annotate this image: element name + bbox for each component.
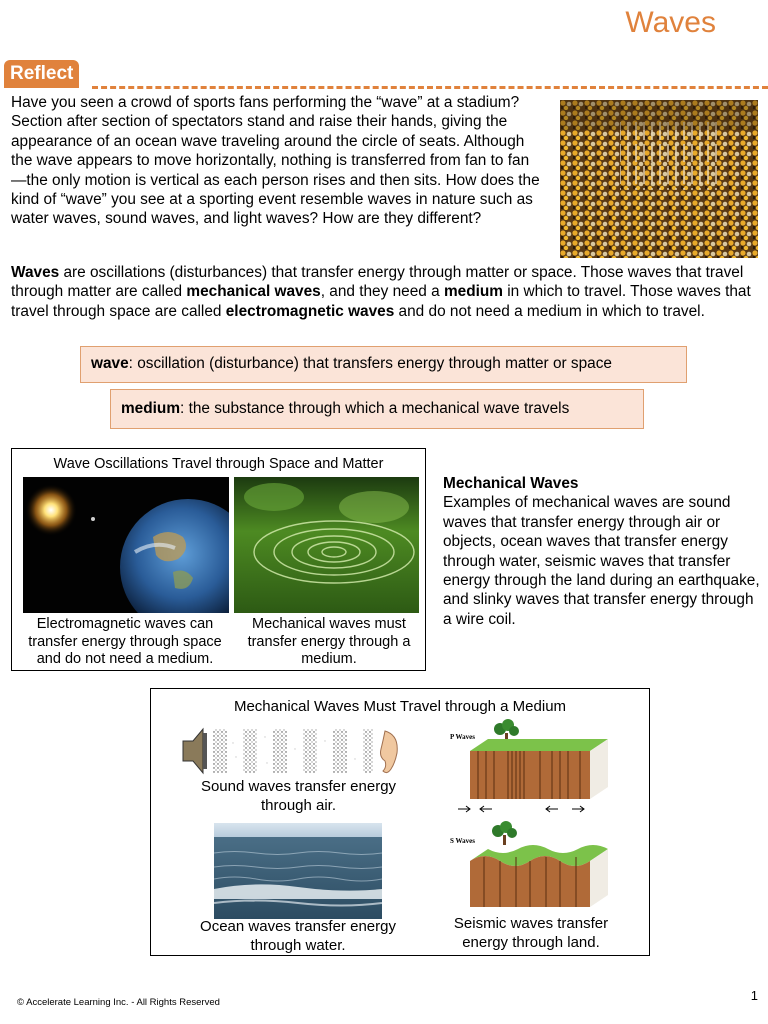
caption-sound: Sound waves transfer energy through air. [200,778,397,814]
caption-electromagnetic: Electromagnetic waves can transfer energy through space and do not need a medium. [28,616,222,667]
p-wave-diagram [448,719,618,817]
figure2-title: Mechanical Waves Must Travel through a Medium [233,698,567,715]
waves-definition-paragraph: Waves are oscillations (disturbances) that transfer energy through matter or space. Those waves that travel through matter are called mechanical waves, and they need a medium in which to travel. Those waves that travel through space are called electromagnetic waves and do not need a medium in which to travel. [11,264,751,320]
term-mechanical-waves: mechanical waves [186,283,321,301]
caption-ocean: Ocean waves transfer energy through water. [200,918,396,954]
page-number: 1 [750,988,758,1003]
dashed-divider [92,86,768,89]
term-medium: medium [443,283,503,301]
stadium-crowd-photo [560,100,758,258]
figure-mechanical-medium [150,688,650,956]
reflect-tab: Reflect [4,60,79,88]
vocab-box-medium: medium: the substance through which a mechanical wave travels [110,389,644,429]
sound-wave-diagram [181,723,401,779]
page-title: Waves [625,6,716,39]
mechanical-waves-body: Examples of mechanical waves are sound waves that transfer energy through air or objects, ocean waves that transfer energy through water, seismic waves that transfer energy through the land during an earthquake, and slinky waves that transfer energy through a wire coil. [443,494,760,628]
p-wave-label: P Waves [450,733,475,741]
copyright-footer: © Accelerate Learning Inc. - All Rights Reserved [17,997,220,1008]
figure1-title: Wave Oscillations Travel through Space and Matter [53,456,384,472]
caption-mechanical: Mechanical waves must transfer energy through a medium. [247,616,411,667]
reflect-section-header [4,60,768,90]
s-wave-label: S Waves [450,837,475,845]
water-ripple-photo [234,477,419,613]
ocean-wave-photo [214,823,382,919]
mechanical-waves-heading: Mechanical Waves [443,475,579,492]
term-electromagnetic-waves: electromagnetic waves [225,302,395,320]
vocab-box-wave: wave: oscillation (disturbance) that transfers energy through matter or space [80,346,687,383]
mechanical-waves-section [443,474,763,629]
s-wave-diagram [448,821,618,911]
caption-seismic: Seismic waves transfer energy through land. [453,915,609,951]
figure-wave-oscillations [11,448,426,671]
earth-space-photo [23,477,229,613]
intro-paragraph: Have you seen a crowd of sports fans performing the “wave” at a stadium? Section after section of spectators stand and raise their hands, giving the appearance of an ocean wave traveling around the circle of seats. Although the wave appears to move horizontally, nothing is transferred from fan to fan—the only motion is vertical as each person rises and then sits. How does the kind of “wave” you see at a sporting event resemble waves in nature such as water waves, sound waves, and light waves? How are they different? [11,94,540,228]
term-waves: Waves [11,264,60,281]
